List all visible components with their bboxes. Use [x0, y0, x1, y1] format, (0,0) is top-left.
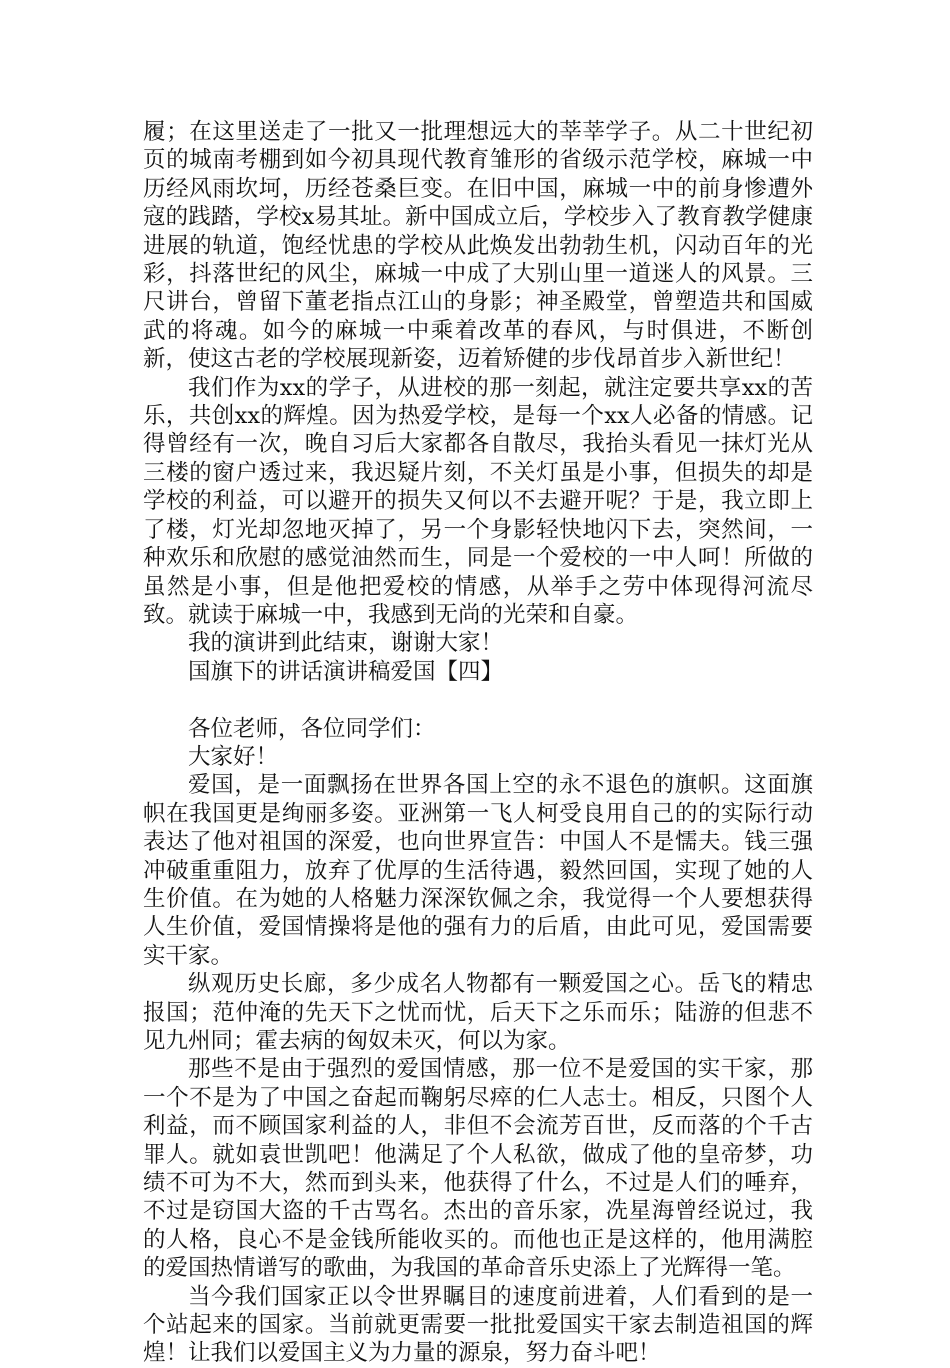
document-page — [143, 118, 813, 1368]
paragraph-school-history: 履；在这里送走了一批又一批理想远大的莘莘学子。从二十世纪初页的城南考棚到如今初具现代教育雏形的省级示范学校，麻城一中历经风雨坎坷，历经苍桑巨变。在旧中国，麻城一中的前身惨遭外寇的践踏，学校x易其址。新中国成立后，学校步入了教育教学健康进展的轨道，饱经忧患的学校从此焕发出勃勃生机，闪动百年的光彩，抖落世纪的风尘，麻城一中成了大别山里一道迷人的风景。三尺讲台，曾留下董老指点江山的身影；神圣殿堂，曾塑造共和国威武的将魂。如今的麻城一中乘着改革的春风，与时俱进，不断创新，使这古老的学校展现新姿，迈着矫健的步伐昂首步入新世纪！ — [143, 119, 813, 373]
section-heading: 国旗下的讲话演讲稿爱国【四】 — [188, 658, 504, 685]
greeting: 大家好！ — [188, 743, 279, 770]
paragraph-conclusion: 当今我们国家正以令世界瞩目的速度前进着，人们看到的是一个站起来的国家。当前就更需要一批批爱国实干家去制造祖国的辉煌！让我们以爱国主义为力量的源泉，努力奋斗吧！ — [143, 1283, 813, 1367]
paragraph-closing-remark: 我的演讲到此结束，谢谢大家！ — [188, 630, 504, 657]
paragraph-patriots-contrast: 那些不是由于强烈的爱国情感，那一位不是爱国的实干家，那一个不是为了中国之奋起而鞠躬尽瘁的仁人志士。相反，只图个人利益，而不顾国家利益的人，非但不会流芳百世，反而落的个千古罪人。就如袁世凯吧！他满足了个人私欲，做成了他的皇帝梦，功绩不可为不大，然而到头来，他获得了什么，不过是人们的唾弃，不过是窃国大盗的千古骂名。杰出的音乐家，冼星海曾经说过，我的人格，良心不是金钱所能收买的。而他也正是这样的，他用满腔的爱国热情谱写的歌曲，为我国的革命音乐史添上了光辉得一笔。 — [143, 1056, 813, 1282]
paragraph-school-love: 我们作为xx的学子，从进校的那一刻起，就注定要共享xx的苦乐，共创xx的辉煌。因为热爱学校，是每一个xx人必备的情感。记得曾经有一次，晚自习后大家都各自散尽，我抬头看见一抹灯光从三楼的窗户透过来，我迟疑片刻，不关灯虽是小事，但损失的却是学校的利益，可以避开的损失又何以不去避开呢？于是，我立即上了楼，灯光却忽地灭掉了，另一个身影轻快地闪下去，突然间，一种欢乐和欣慰的感觉油然而生，同是一个爱校的一中人呵！所做的虽然是小事，但是他把爱校的情感，从举手之劳中体现得河流尽致。就读于麻城一中，我感到无尚的光荣和自豪。 — [143, 374, 813, 628]
blank-line — [143, 686, 813, 714]
paragraph-patriotism-flag: 爱国，是一面飘扬在世界各国上空的永不退色的旗帜。这面旗帜在我国更是绚丽多姿。亚洲第一飞人柯受良用自己的的实际行动表达了他对祖国的深爱，也向世界宣告：中国人不是懦夫。钱三强冲破重重阻力，放弃了优厚的生活待遇，毅然回国，实现了她的人生价值。在为她的人格魅力深深钦佩之余，我觉得一个人要想获得人生价值，爱国情操将是他的强有力的后盾，由此可见，爱国需要实干家。 — [143, 772, 813, 969]
paragraph-history-figures: 纵观历史长廊，多少成名人物都有一颗爱国之心。岳飞的精忠报国；范仲淹的先天下之忧而忧，后天下之乐而乐；陆游的但悲不见九州同；霍去病的匈奴未灭，何以为家。 — [143, 971, 813, 1054]
salutation: 各位老师，各位同学们： — [188, 715, 436, 742]
